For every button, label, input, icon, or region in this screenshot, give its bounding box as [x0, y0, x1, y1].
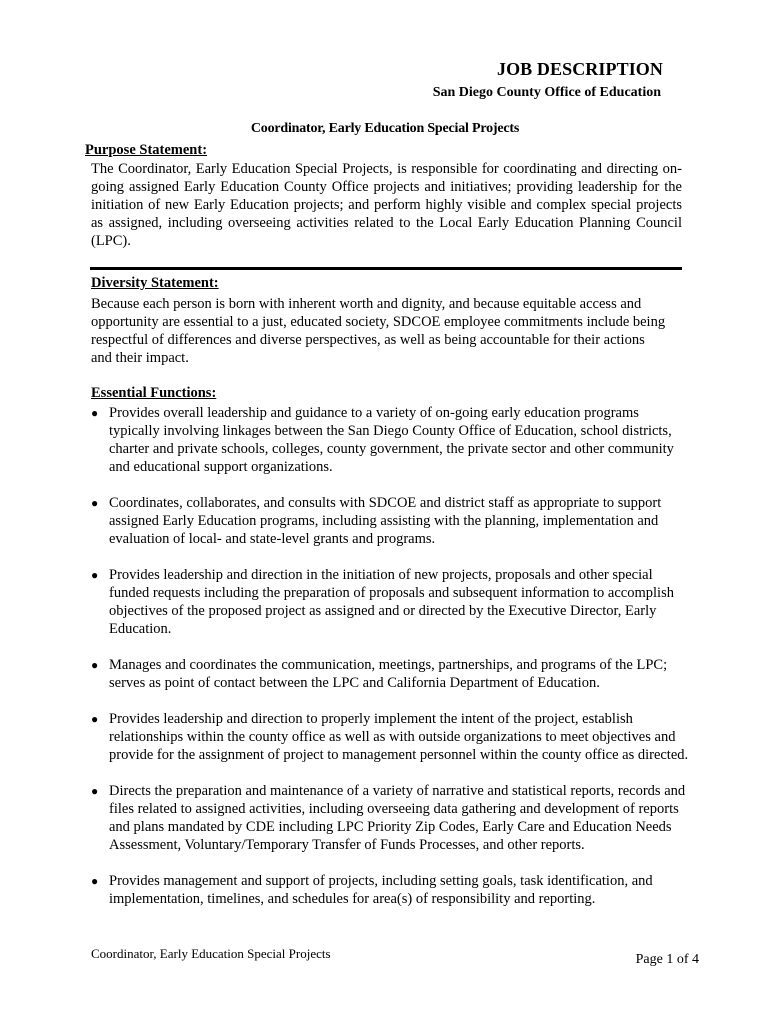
page-number: Page 1 of 4 — [635, 952, 699, 967]
bullet-icon: ● — [91, 874, 99, 888]
list-item-text: Provides management and support of projects, including setting goals, task identification, and implementation, timelines, and schedules for area(s) of responsibility and reporting. — [109, 873, 653, 907]
organization-name: San Diego County Office of Education — [432, 85, 661, 100]
bullet-icon: ● — [91, 496, 99, 510]
purpose-body: The Coordinator, Early Education Special Projects, is responsible for coordinating and directing on-going assigned Early Education County Office projects and initiatives; providing leadership for the initiation of new Early Education projects; and perform highly visible and complex special projects as assigned, including overseeing activities related to the Local Early Education Planning Council (LPC). — [91, 161, 682, 249]
bullet-icon: ● — [91, 406, 99, 420]
list-item — [91, 566, 691, 638]
list-item-text: Provides leadership and direction to properly implement the intent of the project, establish relationships within the county office as well as with outside organizations to meet objectives and provide for the assignment of project to management personnel within the county office as directed. — [109, 711, 689, 763]
list-item-text: Provides overall leadership and guidance to a variety of on-going early education programs typically involving linkages between the San Diego County Office of Education, school districts, charter and private schools, colleges, county government, the private sector and other community and educational support organizations. — [109, 405, 674, 475]
bullet-icon: ● — [91, 658, 99, 672]
bullet-icon: ● — [91, 712, 99, 726]
essential-functions-list — [91, 404, 691, 926]
bullet-icon: ● — [91, 784, 99, 798]
list-item-text: Directs the preparation and maintenance of a variety of narrative and statistical reports, records and files related to assigned activities, including overseeing data gathering and development of reports and plans mandated by CDE including LPC Priority Zip Codes, Early Care and Education Needs Assessment, Voluntary/Temporary Transfer of Funds Processes, and other reports. — [109, 783, 686, 853]
essential-functions-heading: Essential Functions: — [91, 385, 217, 401]
list-item — [91, 494, 691, 548]
diversity-body: Because each person is born with inherent worth and dignity, and because equitable access and opportunity are essential to a just, educated society, SDCOE employee commitments include being respectful of differences and diverse perspectives, as well as being accountable for their actions and their impact. — [91, 296, 666, 366]
list-item — [91, 404, 691, 476]
list-item-text: Provides leadership and direction in the initiation of new projects, proposals and other special funded requests including the preparation of proposals and subsequent information to accomplish objectives of the proposed project as assigned and or directed by the Executive Director, Early Education. — [109, 567, 674, 637]
section-divider — [90, 267, 682, 270]
list-item — [91, 872, 691, 908]
list-item — [91, 710, 691, 764]
list-item — [91, 782, 691, 854]
diversity-heading: Diversity Statement: — [91, 275, 219, 291]
list-item — [91, 656, 691, 692]
footer-document-name: Coordinator, Early Education Special Projects — [91, 946, 331, 961]
document-title: JOB DESCRIPTION — [496, 59, 663, 79]
list-item-text: Coordinates, collaborates, and consults with SDCOE and district staff as appropriate to support assigned Early Education programs, including assisting with the planning, implementation and evaluation of local- and state-level grants and programs. — [109, 495, 662, 547]
job-title: Coordinator, Early Education Special Projects — [250, 121, 520, 136]
purpose-heading: Purpose Statement: — [85, 142, 208, 158]
bullet-icon: ● — [91, 568, 99, 582]
list-item-text: Manages and coordinates the communication, meetings, partnerships, and programs of the LPC; serves as point of contact between the LPC and California Department of Education. — [109, 657, 668, 691]
